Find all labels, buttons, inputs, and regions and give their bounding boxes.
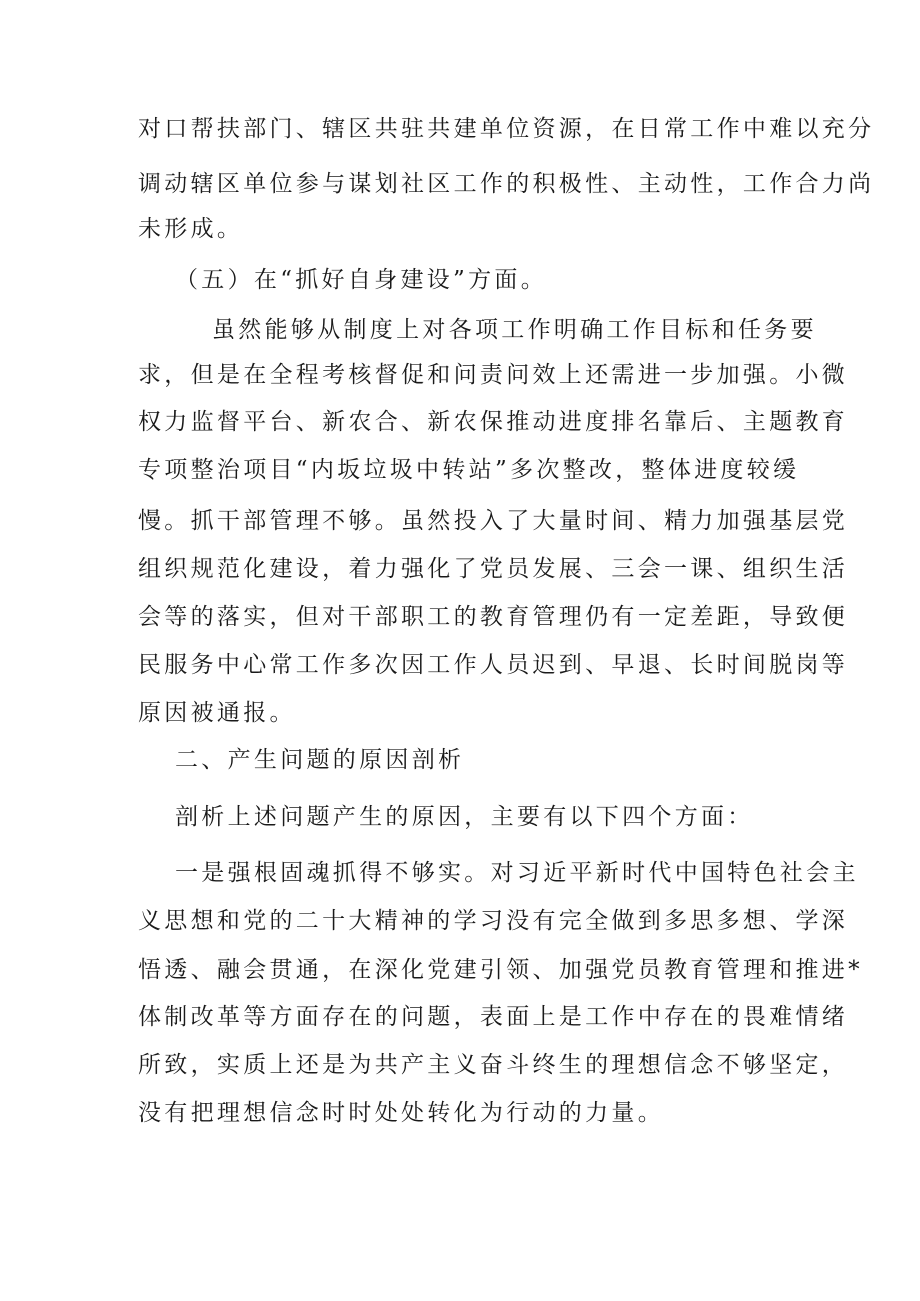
paragraph-line: 悟透、融会贯通，在深化党建引领、加强党员教育管理和推进* (138, 957, 863, 983)
paragraph-line: 虽然能够从制度上对各项工作明确工作目标和任务要 (212, 317, 817, 343)
paragraph-line: 权力监督平台、新农合、新农保推动进度排名靠后、主题教育 (138, 409, 849, 435)
paragraph-line: 组织规范化建设，着力强化了党员发展、三会一课、组织生活 (138, 556, 849, 582)
section-heading-cause-analysis: 二、产生问题的原因剖析 (175, 747, 465, 773)
paragraph-line: 会等的落实，但对干部职工的教育管理仍有一定差距，导致便 (138, 604, 849, 630)
paragraph-line: 义思想和党的二十大精神的学习没有完全做到多思多想、学深 (138, 908, 849, 934)
paragraph-line: 一是强根固魂抓得不够实。对习近平新时代中国特色社会主 (175, 860, 859, 886)
paragraph-line: 未形成。 (138, 216, 244, 242)
analysis-intro: 剖析上述问题产生的原因，主要有以下四个方面： (175, 804, 754, 830)
paragraph-line: 原因被通报。 (138, 700, 296, 726)
paragraph-line: 民服务中心常工作多次因工作人员迟到、早退、长时间脱岗等 (138, 652, 849, 678)
paragraph-line: 所致，实质上还是为共产主义奋斗终生的理想信念不够坚定， (138, 1052, 849, 1078)
paragraph-line: 没有把理想信念时时处处转化为行动的力量。 (138, 1100, 664, 1126)
paragraph-line: 对口帮扶部门、辖区共驻共建单位资源，在日常工作中难以充分 (138, 116, 875, 142)
paragraph-line: 专项整治项目“内坂垃圾中转站”多次整改，整体进度较缓 (138, 457, 800, 483)
subheading-self-building: （五）在“抓好自身建设”方面。 (175, 267, 548, 293)
paragraph-line: 求，但是在全程考核督促和问责问效上还需进一步加强。小微 (138, 362, 849, 388)
paragraph-line: 体制改革等方面存在的问题，表面上是工作中存在的畏难情绪 (138, 1004, 849, 1030)
paragraph-line: 慢。抓干部管理不够。虽然投入了大量时间、精力加强基层党 (138, 508, 849, 534)
paragraph-line: 调动辖区单位参与谋划社区工作的积极性、主动性，工作合力尚 (138, 171, 875, 197)
